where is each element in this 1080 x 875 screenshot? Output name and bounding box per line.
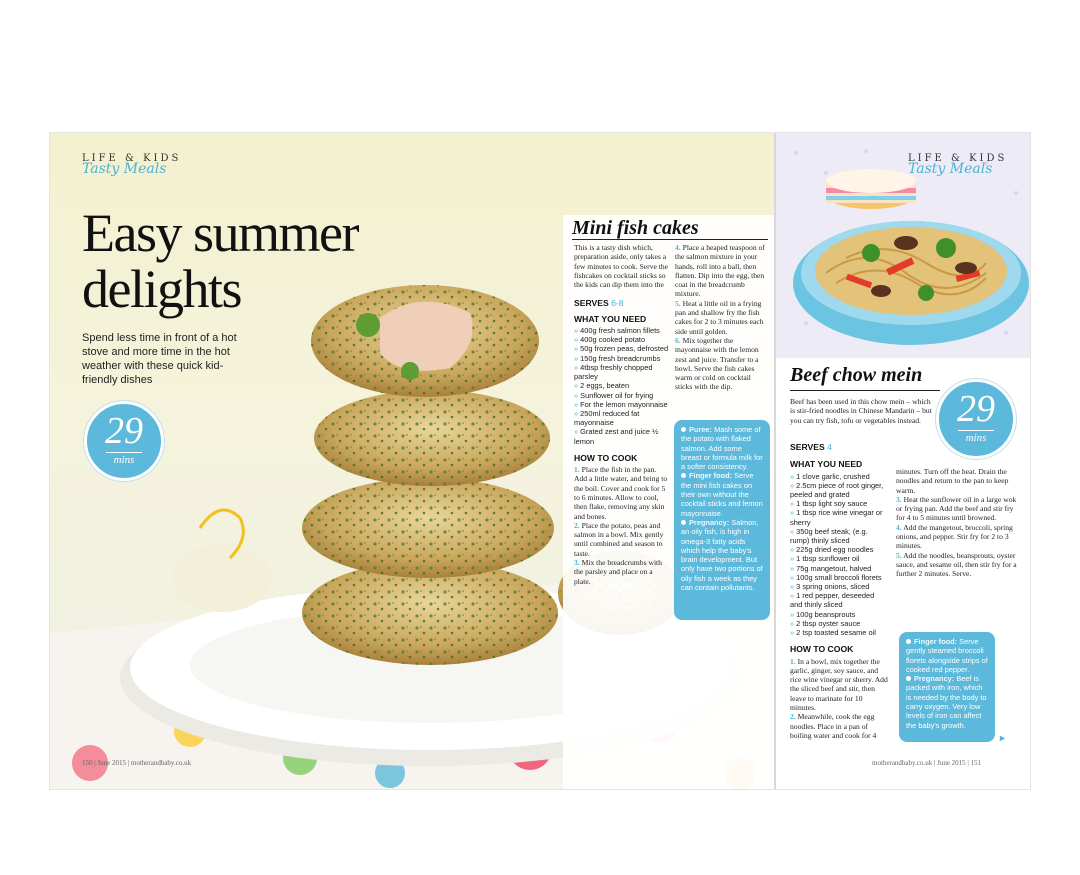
page-folio: 150 | June 2015 | motherandbaby.co.uk: [82, 759, 192, 767]
page-headline: [82, 205, 358, 317]
list-item: » 1 tbsp sunflower oil: [790, 554, 888, 563]
list-item: » 1 tbsp rice wine vinegar or sherry: [790, 508, 888, 526]
badge-unit: mins: [106, 452, 142, 466]
ingredients-heading: WHAT YOU NEED: [790, 459, 863, 470]
section-kicker: LIFE & KIDS: [908, 153, 1008, 164]
tip-item: Finger food: Serve gently steamed broccoli florets alongside strips of cooked red pepper.: [906, 637, 988, 674]
list-item: » Sunflower oil for frying: [574, 391, 670, 400]
serves-line: [790, 443, 888, 452]
headline-line-2: delights: [82, 259, 241, 319]
section-kicker-sub: Tasty Meals: [82, 161, 167, 177]
time-badge: [84, 401, 164, 481]
list-item: » 1 clove garlic, crushed: [790, 472, 888, 481]
left-page: [50, 133, 774, 789]
list-item: » 100g small broccoli florets: [790, 573, 888, 582]
title-rule: [790, 390, 940, 391]
recipe-intro: This is a tasty dish which, preparation aside, only takes a few minutes to cook. Serve the fishcakes on cocktail sticks so the kids can dip them into the: [574, 243, 669, 290]
method-step: 4. Add the mangetout, broccoli, spring onions, and pepper. Stir fry for 2 to 3 minutes.: [896, 522, 1013, 551]
list-item: » 400g fresh salmon fillets: [574, 326, 670, 335]
serves-value: 4: [827, 442, 832, 452]
list-item: » 4tbsp freshly chopped parsley: [574, 363, 670, 381]
list-item: » 350g beef steak, (e.g. rump) thinly sliced: [790, 527, 888, 545]
list-item: » 150g fresh breadcrumbs: [574, 354, 670, 363]
list-item: » 2 eggs, beaten: [574, 381, 670, 390]
method-step: 1. In a bowl, mix together the garlic, ginger, soy sauce, and rice wine vinegar or sherry. Add the sliced beef and stir, then leave to marinate for 10 minutes.: [790, 656, 888, 713]
tips-box: [674, 420, 770, 620]
list-item: » 100g beansprouts: [790, 610, 888, 619]
ingredients-list: [574, 326, 670, 446]
list-item: » 250ml reduced fat mayonnaise: [574, 409, 670, 427]
method-step: 2. Meanwhile, cook the egg noodles. Place in a pan of boiling water and cook for 4: [790, 712, 877, 740]
list-item: » 2 tsp toasted sesame oil: [790, 628, 888, 637]
tip-item: Finger food: Serve the mini fish cakes on their own without the cocktail sticks and lemon mayonnaise.: [681, 471, 763, 518]
recipe-title: Mini fish cakes: [572, 217, 699, 239]
list-item: » 2 tbsp oyster sauce: [790, 619, 888, 628]
recipe-column-1: [790, 437, 888, 740]
badge-number: 29: [105, 410, 143, 452]
list-item: » 400g cooked potato: [574, 335, 670, 344]
badge-number: 29: [957, 388, 995, 430]
recipe-title: Beef chow mein: [790, 364, 923, 386]
list-item: » 1 red pepper, deseeded and thinly sliced: [790, 591, 888, 609]
fishcake-stack: [302, 285, 558, 665]
method-step: 4. Place a heaped teaspoon of the salmon mixture in your hands, roll into a ball, then flatten. Dip into the egg, then coat in the breadcrumb mixture.: [675, 243, 765, 299]
badge-unit: mins: [958, 430, 994, 444]
method-step: 3. Heat the sunflower oil in a large wok or frying pan. Add the beef and stir fry for 4 to 5 minutes until browned.: [896, 494, 1017, 523]
serves-value: 6-8: [611, 298, 624, 309]
method-step: 6. Mix together the mayonnaise with the lemon zest and juice. Transfer to a bowl. Serve the fish cakes warm or cold on cocktail sticks with the dip.: [675, 335, 759, 392]
page-folio: motherandbaby.co.uk | June 2015 | 151: [872, 759, 982, 767]
serves-label: SERVES: [574, 298, 609, 309]
right-page: [776, 133, 1030, 789]
method-step: 2. Place the potato, peas and salmon in a bowl. Mix gently until combined and season to taste.: [574, 520, 664, 558]
serves-label: SERVES: [790, 442, 825, 452]
method-heading: HOW TO COOK: [790, 644, 854, 655]
recipe-intro: Beef has been used in this chow mein – which is stir-fried noodles in Chinese Mandarin – but you can try fish, tofu or vegetables instead.: [790, 397, 932, 425]
title-rule: [572, 239, 768, 240]
magazine-spread: [50, 133, 1030, 789]
section-kicker-sub: Tasty Meals: [908, 161, 993, 177]
tip-item: Pregnancy: Salmon, an oily fish, is high in omega-3 fatty acids which help the baby's brain development. But only have two portions of oily fish a week as they can contain pollutants.: [681, 517, 763, 593]
method-step: 5. Heat a little oil in a frying pan and shallow fry the fish cakes for 2 to 3 minutes each side until golden.: [675, 298, 764, 336]
method-step: 5. Add the noodles, beansprouts, oyster sauce, and sesame oil, then stir fry for a further 2 minutes. Serve.: [896, 550, 1017, 579]
recipe-column-2: [675, 243, 769, 392]
tip-item: Puree: Mash some of the potato with flaked salmon. Add some breast or formula milk for a softer consistency.: [681, 425, 763, 472]
time-badge: [936, 379, 1016, 459]
recipe-column-1: [574, 243, 670, 586]
tip-item: Pregnancy: Beef is packed with iron, which is needed by the body to carry oxygen. Very low levels of iron can affect the baby's growth.: [906, 674, 987, 730]
method-step-continued: minutes. Turn off the heat. Drain the noodles and return to the pan to keep warm.: [896, 467, 1009, 495]
recipe-column-2: [896, 467, 1020, 579]
section-kicker: LIFE & KIDS: [82, 153, 182, 164]
list-item: » 225g dried egg noodles: [790, 545, 888, 554]
list-item: » 2.5cm piece of root ginger, peeled and grated: [790, 481, 888, 499]
list-item: » 3 spring onions, sliced: [790, 582, 888, 591]
list-item: » Grated zest and juice ½ lemon: [574, 427, 670, 445]
headline-line-1: Easy summer: [82, 203, 358, 263]
list-item: » 50g frozen peas, defrosted: [574, 344, 670, 353]
method-step: 1. Place the fish in the pan. Add a little water, and bring to the boil. Cover and cook for 5 to 6 minutes. Allow to cool, then flake, removing any skin and bones.: [574, 465, 668, 521]
list-item: » For the lemon mayonnaise: [574, 400, 670, 409]
list-item: » 75g mangetout, halved: [790, 564, 888, 573]
ingredients-list: [790, 472, 888, 638]
ingredients-heading: WHAT YOU NEED: [574, 313, 647, 324]
method-heading: HOW TO COOK: [574, 452, 638, 463]
serves-line: [574, 299, 670, 308]
method-step: 3. Mix the breadcrumbs with the parsley and place on a plate.: [574, 557, 662, 586]
continue-arrow-icon: ►: [998, 733, 1007, 743]
tips-box: [899, 632, 995, 742]
standfirst: Spend less time in front of a hot stove and more time in the hot weather with these quick kid-friendly dishes: [82, 332, 237, 386]
list-item: » 1 tbsp light soy sauce: [790, 499, 888, 508]
